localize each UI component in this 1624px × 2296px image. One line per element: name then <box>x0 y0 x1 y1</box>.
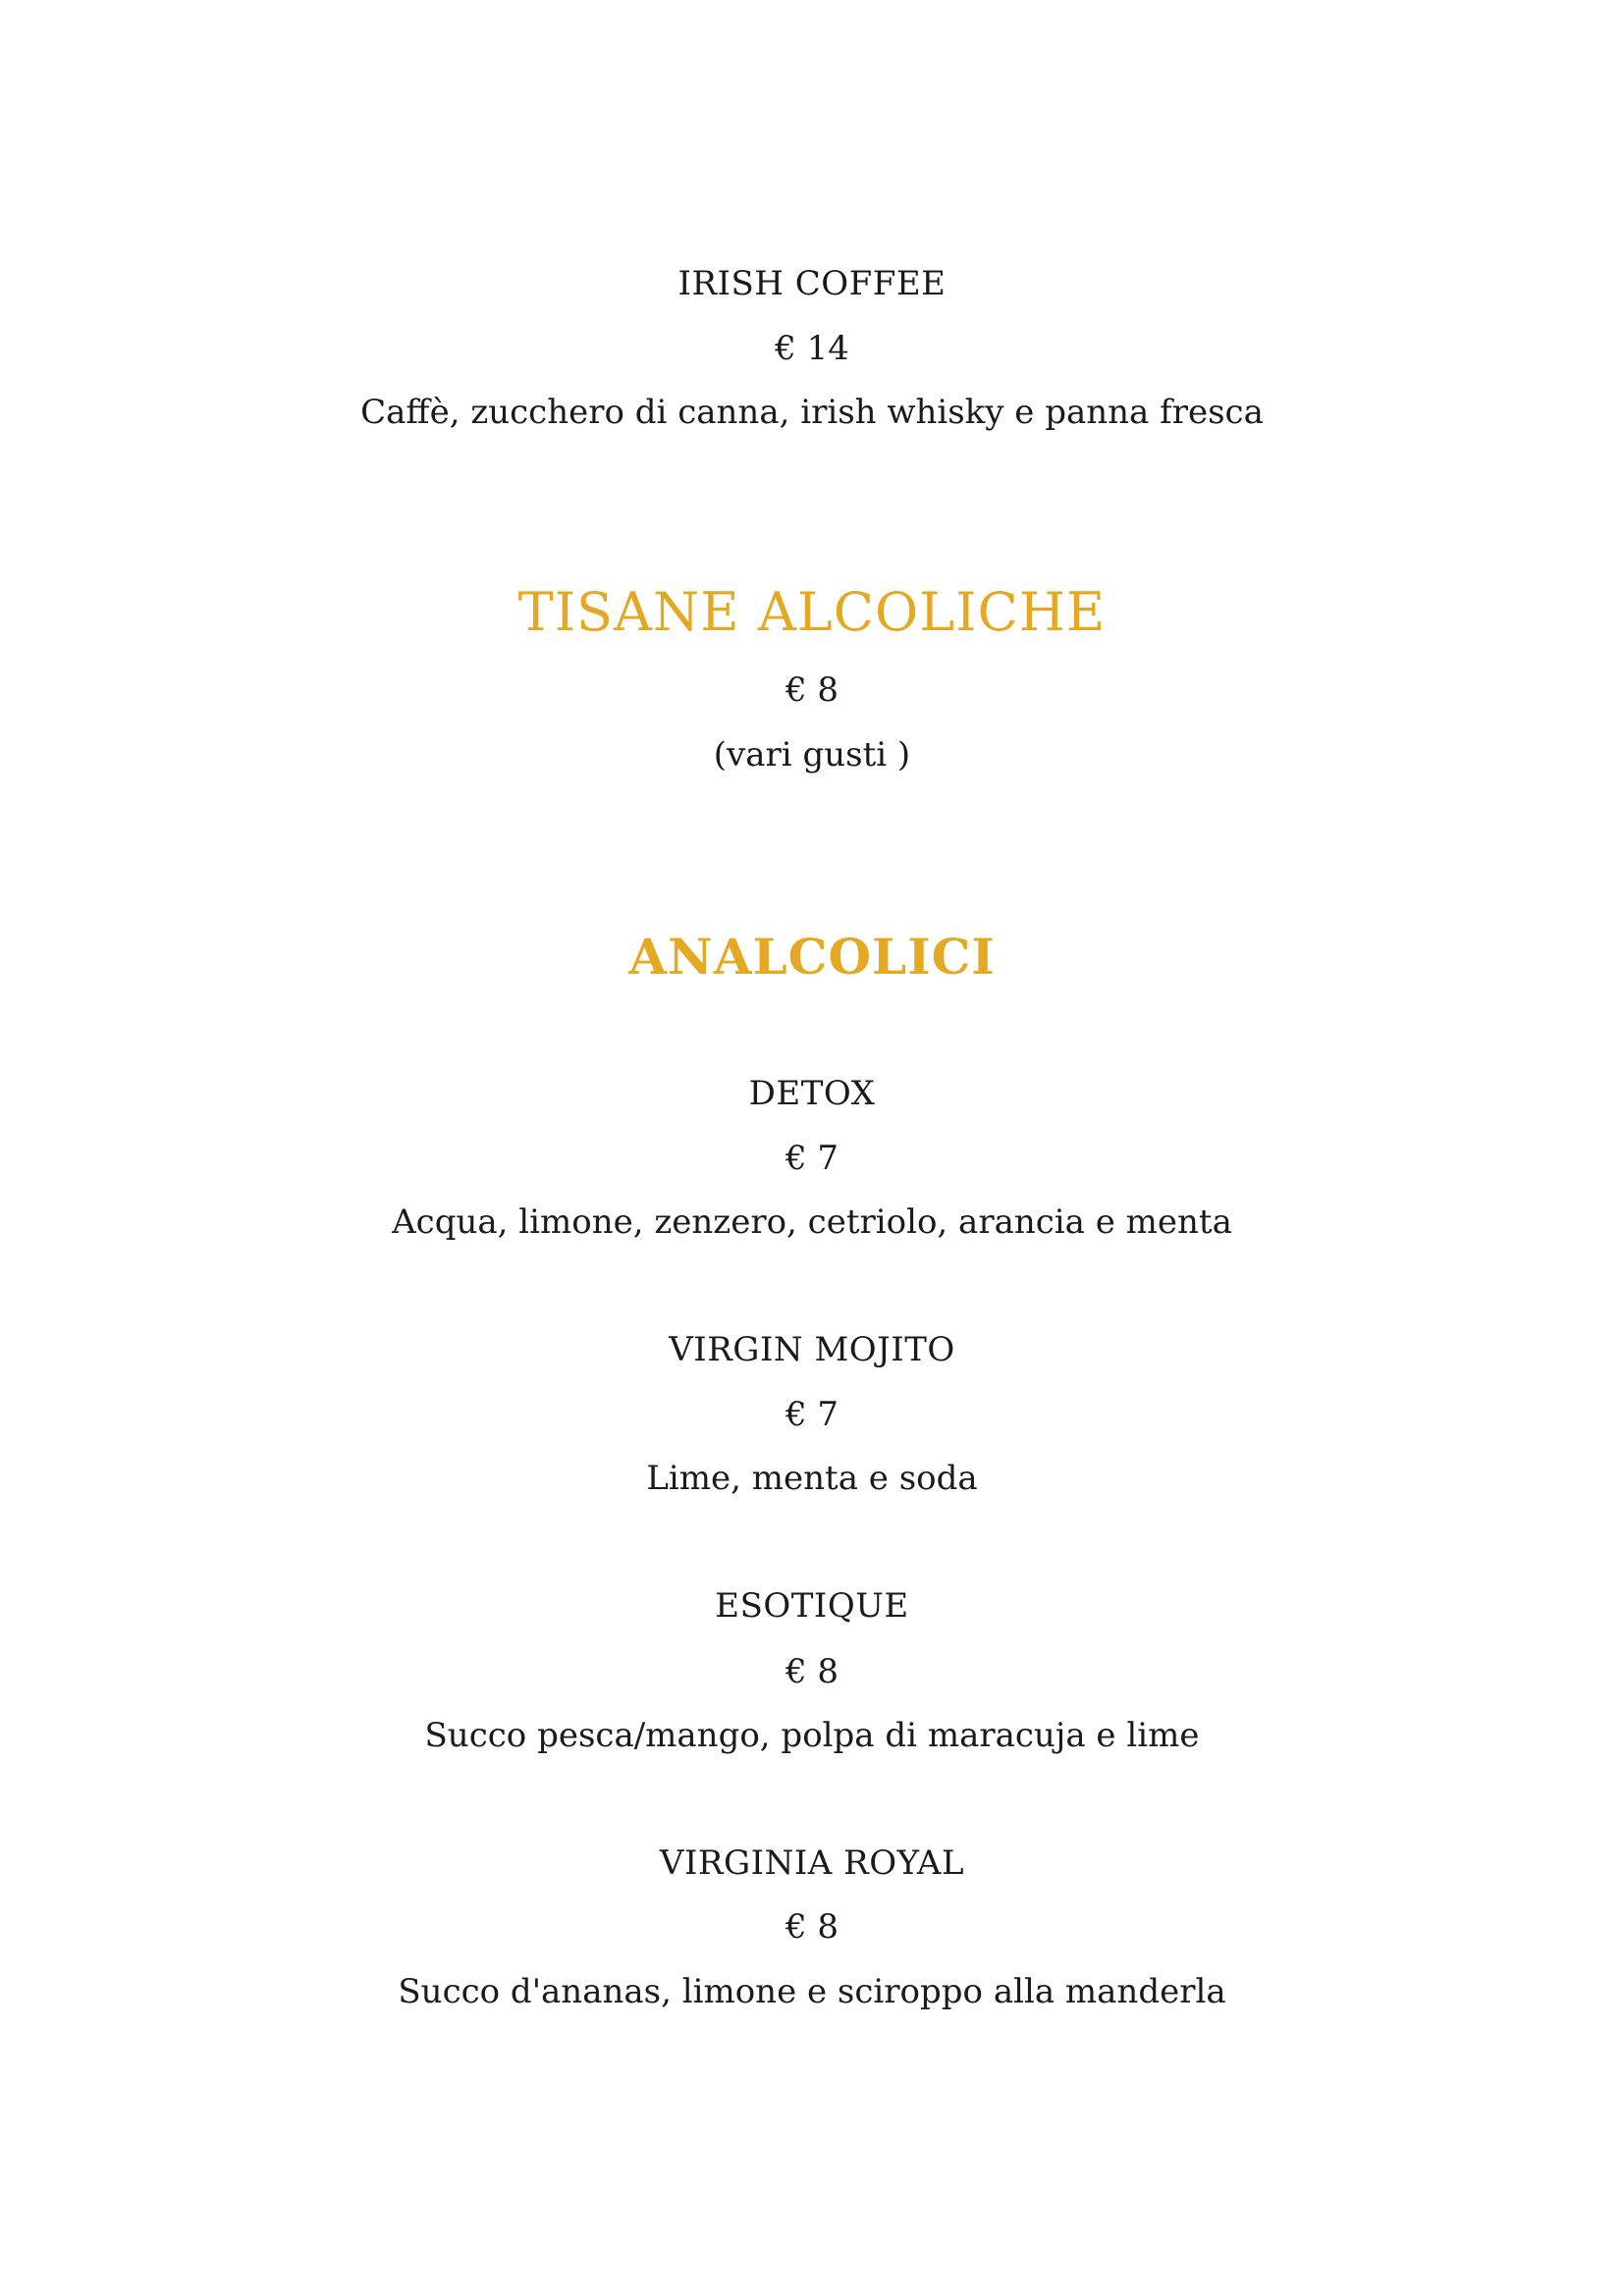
item-description-irish-coffee: Caffè, zucchero di canna, irish whisky e panna fresca <box>360 393 1264 432</box>
section-title-analcolici: ANALCOLICI <box>628 928 996 986</box>
item-price-esotique: € 8 <box>785 1652 839 1691</box>
item-description-virgin-mojito: Lime, menta e soda <box>646 1459 978 1498</box>
item-price-virginia-royal: € 8 <box>785 1907 839 1947</box>
item-price-virgin-mojito: € 7 <box>785 1395 839 1434</box>
tisane-note: (vari gusti ) <box>713 735 911 774</box>
section-title-tisane: TISANE ALCOLICHE <box>517 581 1107 643</box>
item-description-virginia-royal: Succo d'ananas, limone e sciroppo alla manderla <box>398 1972 1226 2011</box>
item-name-esotique: ESOTIQUE <box>715 1586 909 1626</box>
item-price-detox: € 7 <box>785 1139 839 1178</box>
item-name-detox: DETOX <box>748 1074 876 1113</box>
tisane-price: € 8 <box>785 670 839 710</box>
item-price-irish-coffee: € 14 <box>775 329 849 368</box>
item-name-irish-coffee: IRISH COFFEE <box>677 264 947 303</box>
item-name-virgin-mojito: VIRGIN MOJITO <box>669 1330 955 1369</box>
item-description-esotique: Succo pesca/mango, polpa di maracuja e lime <box>424 1716 1200 1755</box>
item-name-virginia-royal: VIRGINIA ROYAL <box>659 1843 965 1883</box>
item-description-detox: Acqua, limone, zenzero, cetriolo, arancia e menta <box>392 1202 1232 1242</box>
